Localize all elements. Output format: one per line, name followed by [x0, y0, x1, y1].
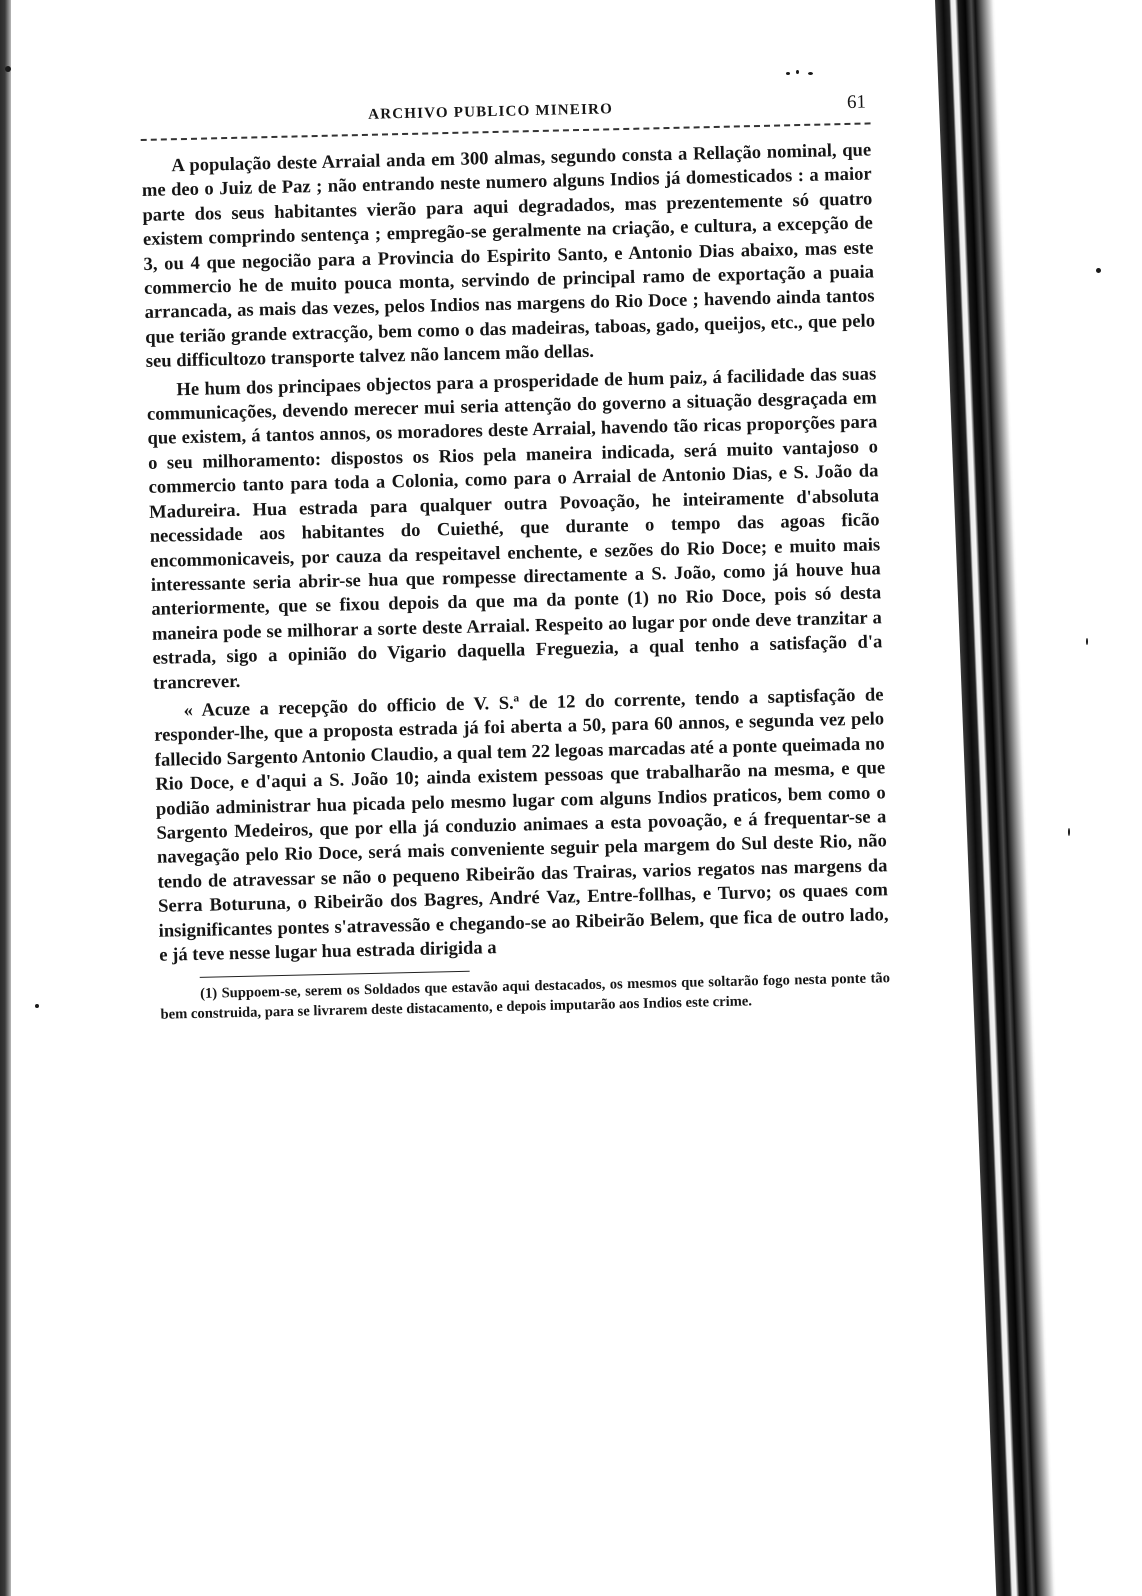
book-page: [140, 91, 891, 1025]
body-paragraph: « Acuze a recepção do officio de V. S.ª de 12 do corrente, tendo a saptisfação de responder-lhe, que a proposta estrada já foi aberta a 50, para 60 annos, e segunda vez pelo fallecido Sargento Antonio Claudio, a qual tem 22 legoas marcadas até a ponte queimada no Rio Doce, e d'aqui a S. João 10; ainda existem pessoas que trabalharão na mesma, e que podião administrar hua picada pelo mesmo lugar com alguns Indios praticos, bem como o Sargento Medeiros, que por ella já conduzio animaes a esta povoação, e á frequentar-se a navegação pelo Rio Doce, será mais conveniente seguir pela margem do Sul deste Rio, não tendo de atravessar se não o pequeno Ribeirão das Trairas, varios regatos nas margens da Serra Boturuna, o Ribeirão dos Bagres, André Vaz, Entre-follhas, e Turvo; os quaes com insignificantes pontes s'atravessão e chegando-se ao Ribeirão Belem, que fica de outro lado, e já teve nesse lugar hua estrada dirigida a: [154, 684, 889, 966]
print-speck: [35, 1004, 39, 1008]
print-speck: [796, 70, 799, 74]
book-binding-shadow: [935, 0, 1056, 1596]
print-speck: [1068, 828, 1070, 836]
body-paragraph: A população deste Arraial anda em 300 almas, segundo consta a Rellação nominal, que me deo o Juiz de Paz ; não entrando neste numero alguns Indios já domesticados : a maior parte dos seus habitantes vierão para aqui degradados, mas prezentemente só quatro existem comprindo sentença ; empregão-se geralmente na criação, e cultura, a excepção de 3, ou 4 que negocião para a Provincia do Espirito Santo, e Antonio Dias abaixo, mas este commercio he de muito pouca monta, servindo de principal ramo de exportação a puaia arrancada, as mais das vezes, pelos Indios nas margens do Rio Doce ; havendo ainda tantos que terião grande extracção, bem como o das madeiras, taboas, gado, queijos, etc., que pelo seu difficultozo transporte talvez não lancem mão dellas.: [141, 139, 876, 373]
print-speck: [786, 72, 790, 75]
page-number: 61: [846, 91, 867, 113]
footnote: (1) Suppoem-se, serem os Soldados que estavão aqui destacados, os mesmos que soltarão fogo nesta ponte tão bem construida, para se livrarem deste distacamento, e depois imputarão aos Indios este crime.: [160, 970, 891, 1024]
running-header: [140, 91, 870, 136]
body-paragraph: He hum dos principaes objectos para a prosperidade de hum paiz, á facilidade das suas communicações, devendo merecer mui seria attenção do governo a situação desgraçada em que existem, á tantos annos, os moradores deste Arraial, havendo tão ricas proporções para o seu milhoramento: dispostos os Rios pela maneira indicada, será muito vantajoso o commercio tanto para toda a Colonia, como para o Arraial de Antonio Dias, e S. João da Madureira. Hua estrada para qualquer outra Povoação, he inteiramente d'absoluta necessidade aos habitantes do Cuiethé, que durante o tempo das agoas ficão encommonicaveis, por cauza da respeitavel enchente, e sezões do Rio Doce; e muito mais interessante seria abrir-se hua que rompesse directamente a S. João, como já houve hua anteriormente, que se fixou depois da que ma da ponte (1) no Rio Doce, pois só desta maneira pode se milhorar a sorte deste Arraial. Respeito ao lugar por onde deve tranzitar a estrada, sigo a opinião do Vigario daquella Freguezia, a qual tenho a satisfação d'a trancrever.: [146, 363, 883, 694]
print-speck: [1086, 638, 1088, 645]
print-speck: [5, 66, 11, 72]
left-page-edge: [0, 0, 11, 1596]
print-speck: [808, 72, 813, 75]
running-title: ARCHIVO PUBLICO MINEIRO: [368, 101, 614, 123]
print-speck: [1096, 268, 1101, 273]
footnote-rule: [200, 971, 470, 978]
